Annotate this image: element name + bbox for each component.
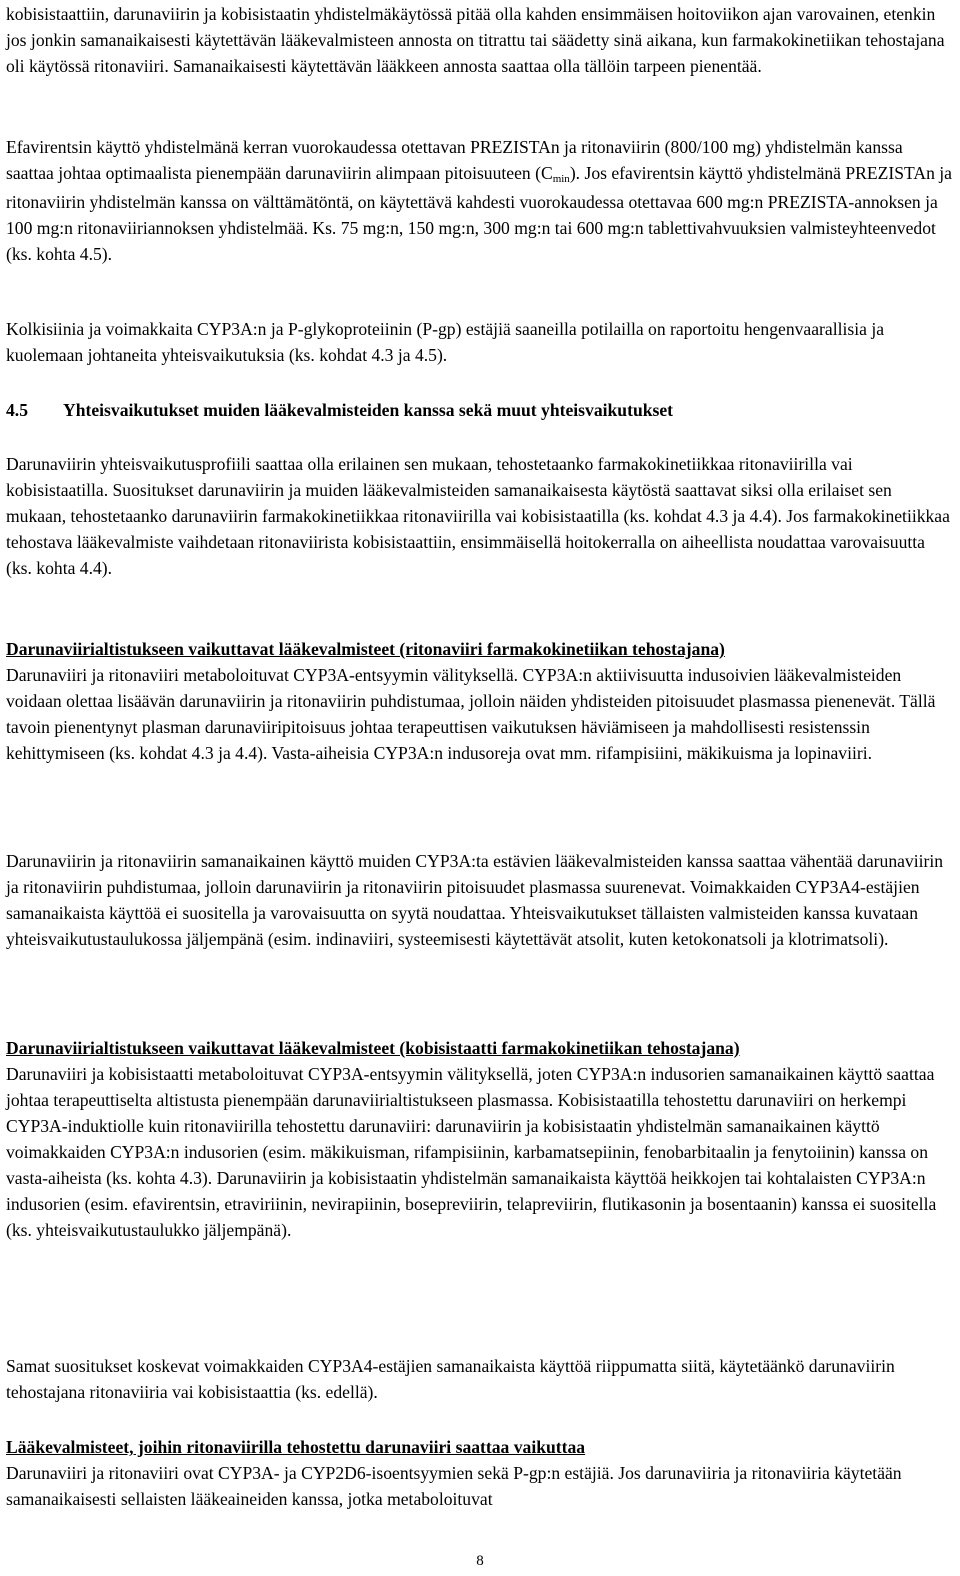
paragraph-same-recommendations: Samat suositukset koskevat voimakkaiden CYP3A4-estäjien samanaikaista käyttöä riippumatta siitä, käytetäänkö darunaviirin tehostajana ritonaviiria vai kobisistaattia (ks. edellä). xyxy=(6,1356,895,1402)
paragraph-kobisistaatti-caution: kobisistaattiin, darunaviirin ja kobisistaatin yhdistelmäkäytössä pitää olla kahden ensimmäisen hoitoviikon ajan varovainen, etenkin jos jonkin samanaikaisesti käytettävän lääkevalmisteen annosta on titrattu tai säädetty sinä aikana, kun farmakokinetiikan tehostajana oli käytössä ritonaviiri. Samanaikaisesti käytettävän lääkkeen annosta saattaa olla tällöin tarpeen pienentää. xyxy=(6,4,945,76)
paragraph-cyp3a-inducers: Darunaviiri ja ritonaviiri metaboloituvat CYP3A-entsyymin välityksellä. CYP3A:n aktiivisuutta indusoivien lääkevalmisteiden voidaan olettaa lisäävän darunaviirin ja ritonaviirin puhdistumaa, jolloin näiden yhdisteiden pitoisuudet plasmassa pienenevät. Tällä tavoin pienentynyt plasman darunaviiripitoisuus johtaa terapeuttisen vaikutuksen häviämiseen ja mahdollisesti resistenssin kehittymiseen (ks. kohdat 4.3 ja 4.4). Vasta-aiheisia CYP3A:n indusoreja ovat mm. rifampisiini, mäkikuisma ja lopinaviiri. xyxy=(6,665,936,763)
paragraph-efavirentsi xyxy=(6,134,952,267)
cmin-subscript: min xyxy=(552,173,570,185)
section-number: 4.5 xyxy=(6,400,28,420)
paragraph-efavirentsi-part1: Efavirentsin käyttö yhdistelmänä kerran vuorokaudessa otettavan PREZISTAn ja ritonaviirin (800/100 mg) yhdistelmän kanssa saattaa johtaa optimaalista pienempään darunaviirin alimpaan pitoisuuteen (C xyxy=(6,137,903,183)
subheading-ritonaviiri: Darunaviirialtistukseen vaikuttavat lääkevalmisteet (ritonaviiri farmakokinetiikan tehostajana) xyxy=(6,639,725,659)
paragraph-kobisistaatti-inducers: Darunaviiri ja kobisistaatti metaboloituvat CYP3A-entsyymin välityksellä, joten CYP3A:n indusorien samanaikainen käyttö saattaa johtaa terapeuttiselta altistusta pienempään darunaviirialtistukseen plasmassa. Kobisistaatilla tehostettu darunaviiri on herkempi CYP3A-induktiolle kuin ritonaviirilla tehostettu darunaviiri: darunaviirin ja kobisistaatin yhdistelmän samanaikainen käyttö voimakkaiden CYP3A:n indusorien (esim. mäkikuisman, rifampisiinin, karbamatsepiinin, fenobarbitaalin ja fenytoiinin) kanssa on vasta-aiheista (ks. kohta 4.3). Darunaviirin ja kobisistaatin yhdistelmän samanaikaista käyttöä heikkojen tai kohtalaisten CYP3A:n indusorien (esim. efavirentsin, etraviriinin, nevirapiinin, bosepreviirin, telapreviirin, flutikasonin ja bosentaanin) kanssa ei suositella (ks. yhteisvaikutustaulukko jäljempänä). xyxy=(6,1064,937,1240)
paragraph-cyp-inhibitor: Darunaviiri ja ritonaviiri ovat CYP3A- ja CYP2D6-isoentsyymien sekä P-gp:n estäjiä. Jos darunaviiria ja ritonaviiria käytetään samanaikaisesti sellaisten lääkeaineiden kanssa, jotka metaboloituvat xyxy=(6,1463,902,1509)
subheading-affected-drugs: Lääkevalmisteet, joihin ritonaviirilla tehostettu darunaviiri saattaa vaikuttaa xyxy=(6,1437,586,1457)
subsection-kobisistaatti xyxy=(6,1035,952,1243)
paragraph-interaction-profile: Darunaviirin yhteisvaikutusprofiili saattaa olla erilainen sen mukaan, tehostetaanko farmakokinetiikkaa ritonaviirilla vai kobisistaatilla. Suositukset darunaviirin ja muiden lääkevalmisteiden samanaikaisesta käytöstä saattavat siksi olla erilaiset sen mukaan, tehostetaanko darunaviirin farmakokinetiikkaa ritonaviirilla vai kobisistaatilla (ks. kohdat 4.3 ja 4.4). Jos farmakokinetiikkaa tehostava lääkevalmiste vaihdetaan ritonaviirista kobisistaattiin, ensimmäisellä hoitokerralla on aiheellista noudattaa varovaisuutta (ks. kohta 4.4). xyxy=(6,454,950,578)
paragraph-efavirentsi-part2: ). Jos efavirentsin käyttö yhdistelmänä PREZISTAn ja ritonaviirin yhdistelmän kanssa on välttämätöntä, on käytettävä kahdesti vuorokaudessa otettavaa 600 mg:n PREZISTA-annoksen ja 100 mg:n ritonaviiriannoksen yhdistelmää. Ks. 75 mg:n, 150 mg:n, 300 mg:n tai 600 mg:n tablettivahvuuksien valmisteyhteenvedot (ks. kohta 4.5). xyxy=(6,163,952,264)
subheading-kobisistaatti: Darunaviirialtistukseen vaikuttavat lääkevalmisteet (kobisistaatti farmakokinetiikan tehostajana) xyxy=(6,1038,740,1058)
section-title: Yhteisvaikutukset muiden lääkevalmisteiden kanssa sekä muut yhteisvaikutukset xyxy=(63,400,674,420)
paragraph-cyp3a-inhibitors: Darunaviirin ja ritonaviirin samanaikainen käyttö muiden CYP3A:ta estävien lääkevalmisteiden kanssa saattaa vähentää darunaviirin ja ritonaviirin puhdistumaa, jolloin darunaviirin ja ritonaviirin pitoisuudet plasmassa suurenevat. Voimakkaiden CYP3A4-estäjien samanaikaista käyttöä ei suositella ja varovaisuutta on syytä noudattaa. Yhteisvaikutukset tällaisten valmisteiden kanssa kuvataan yhteisvaikutustaulukossa jäljempänä (esim. indinaviiri, systeemisesti käytettävät atsolit, kuten ketokonatsoli ja klotrimatsoli). xyxy=(6,851,944,949)
subsection-ritonaviiri xyxy=(6,636,952,766)
subsection-affected-drugs xyxy=(6,1434,952,1512)
page-number: 8 xyxy=(476,1553,484,1569)
paragraph-kolkisiini: Kolkisiinia ja voimakkaita CYP3A:n ja P-glykoproteiinin (P-gp) estäjiä saaneilla potilailla on raportoitu hengenvaarallisia ja kuolemaan johtaneita yhteisvaikutuksia (ks. kohdat 4.3 ja 4.5). xyxy=(6,319,885,365)
